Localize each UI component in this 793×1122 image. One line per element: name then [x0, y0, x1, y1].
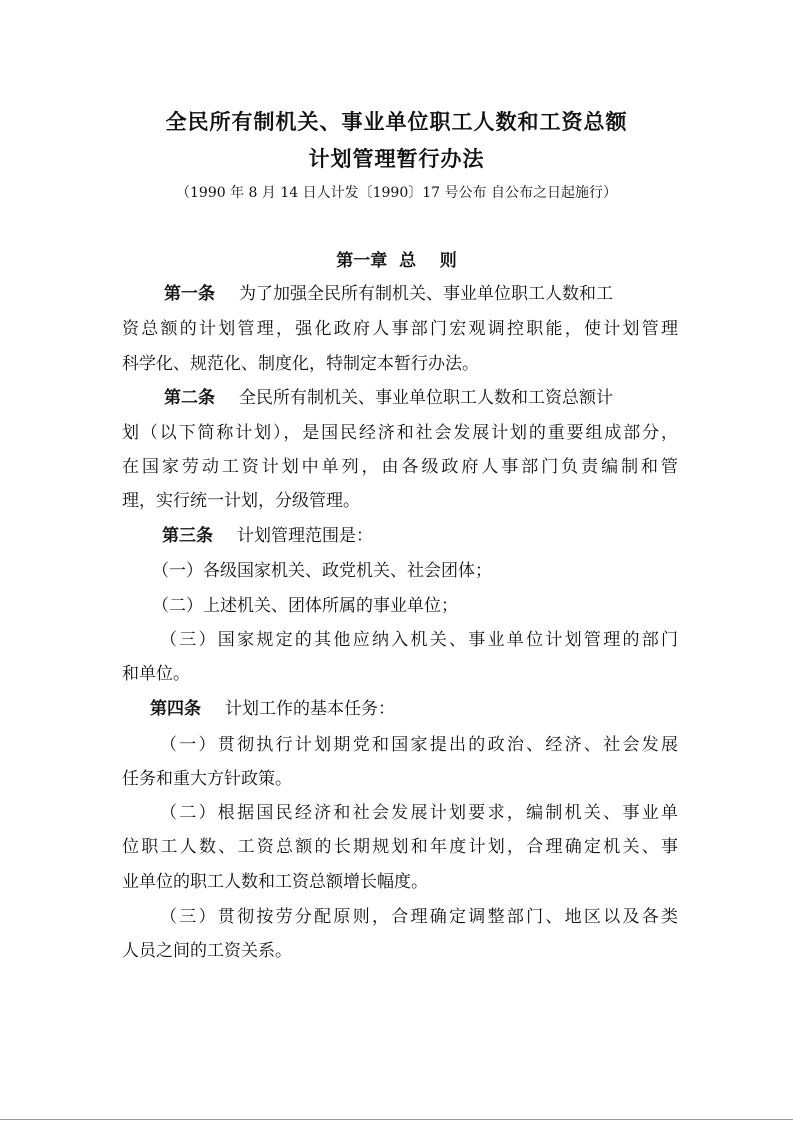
article-1-line-3: 科学化、规范化、制度化，特制定本暂行办法。	[122, 354, 479, 374]
article-1-text-1: 为了加强全民所有制机关、事业单位职工人数和工	[239, 284, 613, 304]
article-3-label: 第三条	[162, 526, 213, 546]
article-3-item-3-line-1: （三）国家规定的其他应纳入机关、事业单位计划管理的部门	[160, 630, 678, 650]
document-subtitle: （1990 年 8 月 14 日人计发〔1990〕17 号公布 自公布之日起施行）	[176, 185, 617, 201]
document-title-line1: 全民所有制机关、事业单位职工人数和工资总额	[165, 110, 628, 134]
article-2-label: 第二条	[164, 388, 215, 408]
chapter-heading: 第一章 总 则	[336, 251, 457, 271]
article-1-label: 第一条	[164, 284, 215, 304]
article-3-item-2: （二）上述机关、团体所属的事业单位；	[152, 596, 458, 616]
document-title-line2: 计划管理暂行办法	[308, 147, 485, 171]
article-2-line-2: 划（以下简称计划），是国民经济和社会发展计划的重要组成部分，	[122, 423, 678, 443]
article-4-item-1-line-2: 任务和重大方针政策。	[122, 769, 292, 789]
article-4-item-2-line-2: 位职工人数、工资总额的长期规划和年度计划，合理确定机关、事	[122, 837, 678, 857]
article-4-text-1: 计划工作的基本任务：	[225, 699, 395, 719]
article-4-item-2-line-1: （二）根据国民经济和社会发展计划要求，编制机关、事业单	[160, 803, 678, 823]
article-4-label: 第四条	[150, 699, 201, 719]
article-3-text-1: 计划管理范围是：	[237, 526, 373, 546]
page-bottom-rule	[0, 1119, 793, 1120]
article-2-line-1	[164, 387, 678, 409]
article-3-line-1	[162, 525, 678, 547]
article-4-item-2-line-3: 业单位的职工人数和工资总额增长幅度。	[122, 872, 428, 892]
article-4-item-3-line-2: 人员之间的工资关系。	[122, 941, 292, 961]
article-2-line-3: 在国家劳动工资计划中单列，由各级政府人事部门负责编制和管	[122, 457, 678, 477]
article-1-line-2: 资总额的计划管理，强化政府人事部门宏观调控职能，使计划管理	[122, 319, 678, 339]
article-4-item-3-line-1: （三）贯彻按劳分配原则，合理确定调整部门、地区以及各类	[160, 907, 678, 927]
article-4-item-1-line-1: （一）贯彻执行计划期党和国家提出的政治、经济、社会发展	[160, 735, 678, 755]
article-2-text-1: 全民所有制机关、事业单位职工人数和工资总额计	[239, 388, 613, 408]
article-4-line-1	[150, 698, 678, 720]
article-3-item-3-line-2: 和单位。	[122, 664, 190, 684]
article-3-item-1: （一）各级国家机关、政党机关、社会团体；	[152, 561, 492, 581]
article-1-line-1	[164, 283, 678, 305]
article-2-line-4: 理，实行统一计划，分级管理。	[122, 491, 360, 511]
